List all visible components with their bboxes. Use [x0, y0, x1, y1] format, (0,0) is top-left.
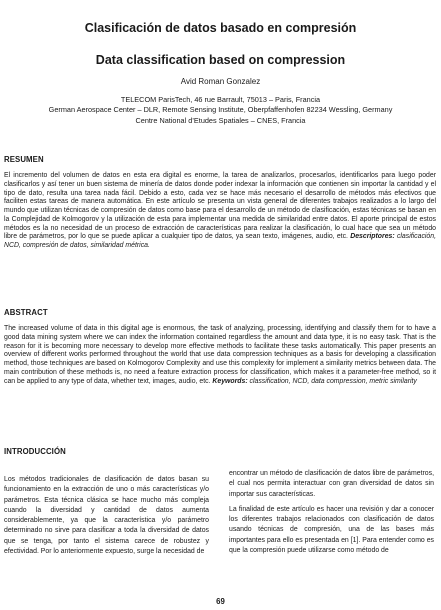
abstract-keywords-label: Keywords: [212, 377, 248, 385]
affiliation-cnes: Centre National d’Etudes Spatiales – CNES, Francia [135, 115, 306, 125]
abstract-heading: ABSTRACT [4, 308, 48, 317]
abstract-keywords: classification, NCD, data compression, metric similarity [249, 377, 417, 385]
author-name: Avid Roman Gonzalez [180, 77, 261, 86]
resumen-body [4, 172, 436, 251]
title-english: Data classification based on compression [95, 53, 346, 67]
affiliation-telecom: TELECOM ParisTech, 46 rue Barrault, 75013 – Paris, Francia [120, 95, 321, 104]
page-number: 69 [216, 597, 225, 606]
abstract-body [4, 325, 436, 386]
intro-left-column [4, 475, 209, 557]
affiliation-dlr: German Aerospace Center – DLR, Remote Sensing Institute, Oberpfaffenhofen 82234 Wessling, Germany [48, 105, 393, 115]
intro-right-paragraph-2: La finalidad de este artículo es hacer una revisión y dar a conocer los diferentes trabajos relacionados con clasificación de datos usando técnicas de compresión, una de las bases más importantes para ello es presentada en [1]. Para entender como es que la compresión puede utilizarse como método de [229, 505, 434, 555]
intro-left-paragraph: Los métodos tradicionales de clasificación de datos basan su funcionamiento en la extracción de uno o más características y/o parámetros. Esta técnica clásica se hace mucho más compleja cuando la diversidad y cantidad de datos aumenta considerablemente, ya que la característica y/o parámetro determinado no sirve para clasificar a toda la diversidad de datos que se tenga, por tanto el sistema carece de robustez y efectividad. Por lo anteriormente expuesto, surge la necesidad de [4, 476, 209, 556]
affiliations [0, 95, 441, 126]
resumen-text: El incremento del volumen de datos en esta era digital es enorme, la tarea de analizarlos, procesarlos, identificarlos para luego poder clasificarlos y así tener un buen sistema de minería de datos donde poder indexar la información que contienen sin importar la cantidad y el tipo de dato, resulta una tarea nada fácil. Debido a esto, cada vez se hace más necesario el desarrollo de métodos más efectivos que faciliten estas tareas de manera automática. En este artículo se presenta un vista general de diferentes trabajos realizados a lo largo del mundo que utilizan técnicas de compresión de datos como base para el desarrollo de un método de clasificación, estas técnicas se basan en la Complejidad de Kolmogorov y la utilización de esta para implementar una medida de similaridad entre datos. El aporte principal de estos métodos es la no necesidad de un proceso de extracción de características para realizar la clasificación, lo cual hace que sea un método libre de parámetros, por lo que se puede aplicar a cualquier tipo de datos, ya sean texto, imágenes, audio, etc. [4, 172, 436, 241]
intro-right-paragraph-1: encontrar un método de clasificación de datos libre de parámetros, el cual nos permita interactuar con gran diversidad de datos sin importar sus características. [229, 470, 434, 498]
resumen-heading: RESUMEN [4, 155, 44, 164]
resumen-keywords-label: Descriptores: [350, 233, 395, 241]
abstract-text: The increased volume of data in this digital age is enormous, the task of analyzing, processing, identifying and classify them for to have a good data mining system where we can index the information contained regardless the amount and data type, it is no easy task. That is the reason for it is becoming more necessary to develop more effective methods to facilitate these tasks automatically. This paper presents an overview of different works performed throughout the world that use data compression techniques as a basis for developing a classification method, those techniques are based on Kolmogorov Complexity and use this complexity for implement a similarity metrics between data. The main contribution of these methods is, no need a feature extraction process for classification, which makes it a parameter-free method, so it can be applied to any type of data, whether text, images, audio, etc. [4, 325, 436, 385]
intro-right-column [229, 469, 434, 556]
resumen-keywords: clasificación, NCD, compresión de datos, similaridad métrica. [4, 233, 437, 249]
introduccion-heading: INTRODUCCIÓN [4, 447, 66, 456]
title-spanish: Clasificación de datos basado en compresión [84, 21, 357, 35]
